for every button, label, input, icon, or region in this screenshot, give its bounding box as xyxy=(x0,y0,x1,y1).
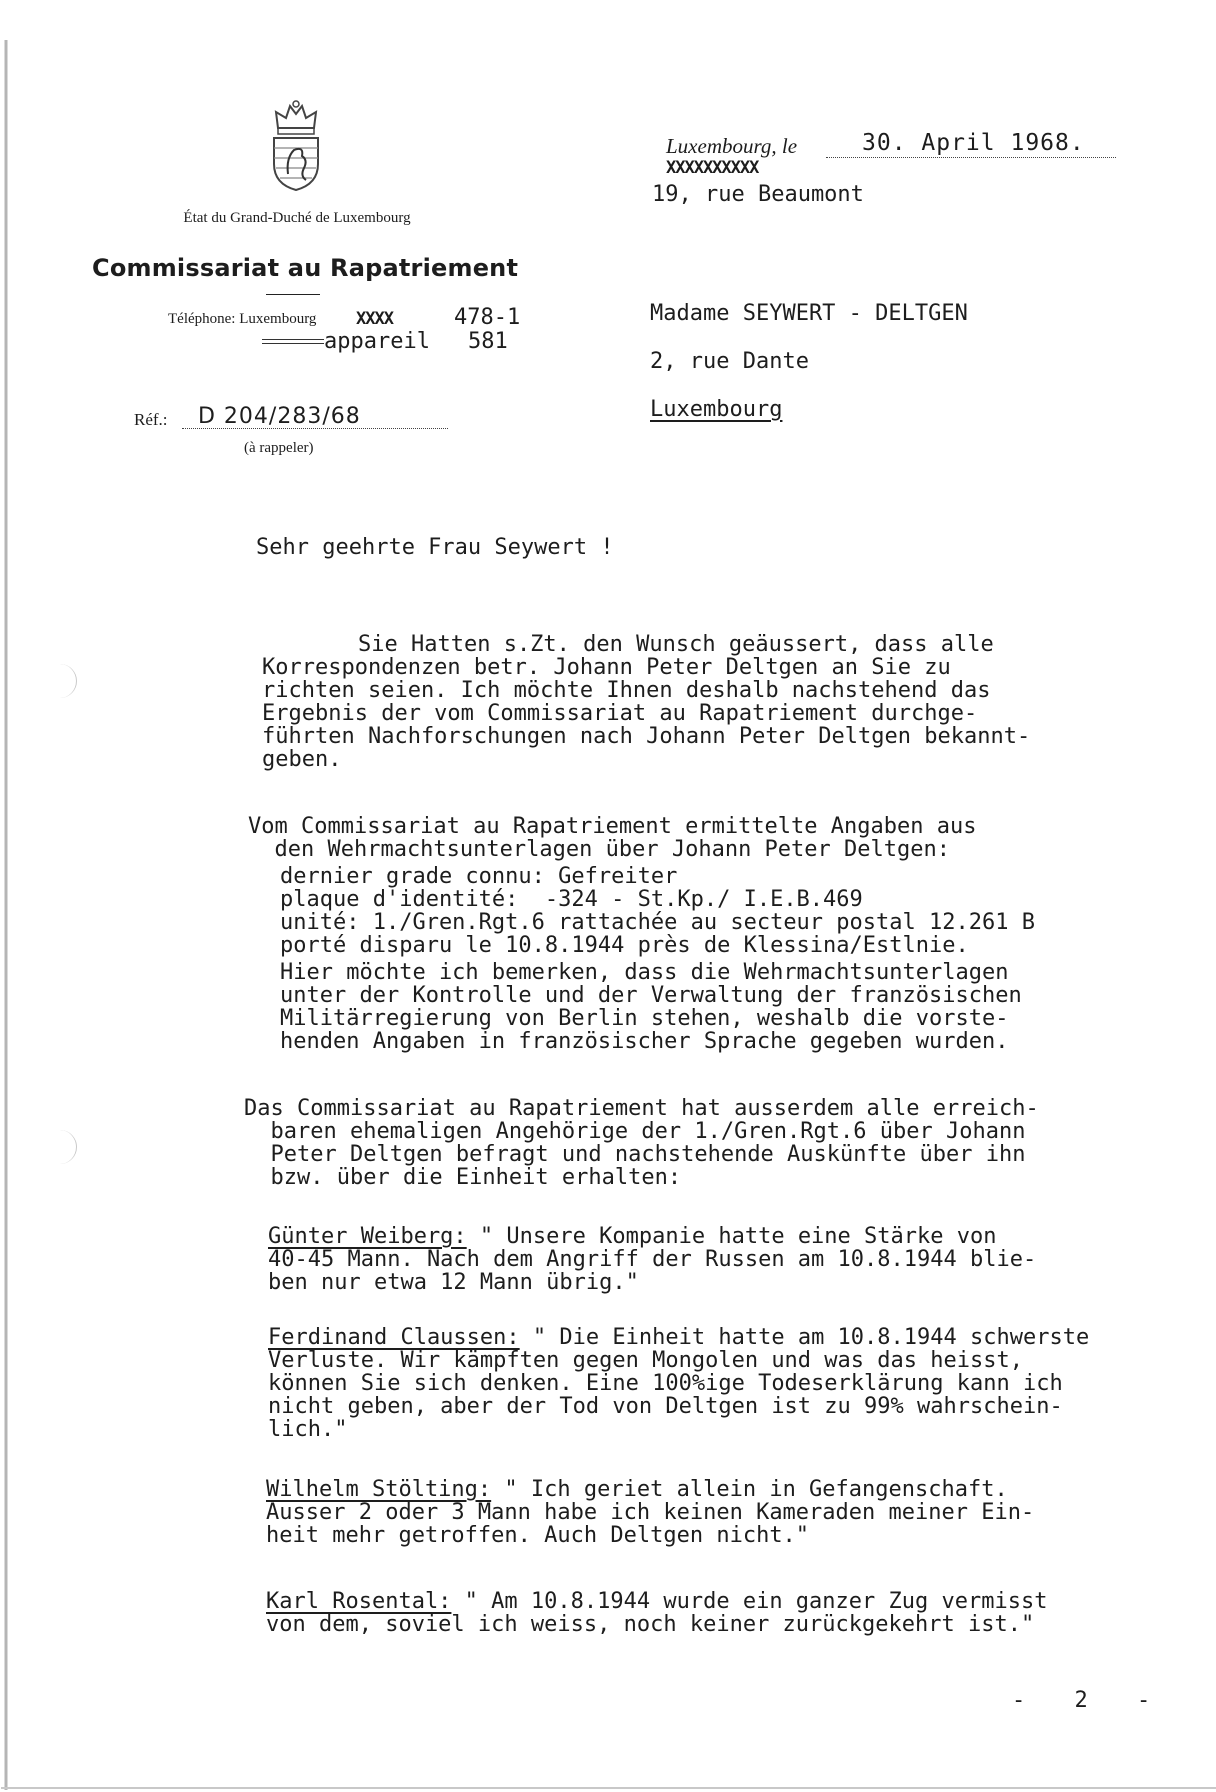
text-line: Korrespondenzen betr. Johann Peter Deltgen an Sie zu xyxy=(262,655,951,680)
text-line: unter der Kontrolle und der Verwaltung der französischen xyxy=(280,983,1022,1008)
page-number: - 2 - xyxy=(1012,1688,1169,1713)
record-line: dernier grade connu: Gefreiter xyxy=(280,864,678,889)
paragraph-intro xyxy=(262,633,1030,771)
testimony-first-line xyxy=(266,1590,1047,1613)
record-details xyxy=(248,865,1035,1053)
text-line: Verluste. Wir kämpften gegen Mongolen und was das heisst, xyxy=(268,1348,1023,1373)
date-dotted-line xyxy=(826,157,1116,158)
testimony-first-line xyxy=(268,1225,1036,1248)
paragraph-military-records xyxy=(248,815,1035,1053)
text-line: baren ehemaligen Angehörige der 1./Gren.Rgt.6 über Johann xyxy=(244,1119,1026,1144)
text-line: können Sie sich denken. Eine 100%ige Todeserklärung kann ich xyxy=(268,1371,1063,1396)
letter-date: 30. April 1968. xyxy=(862,130,1085,156)
text-line: Militärregierung von Berlin stehen, weshalb die vorste- xyxy=(280,1006,1009,1031)
apparatus-dash xyxy=(262,339,324,344)
text-line: Hier möchte ich bemerken, dass die Wehrmachtsunterlagen xyxy=(280,960,1009,985)
text-line: 40-45 Mann. Nach dem Angriff der Russen am 10.8.1944 blie- xyxy=(268,1247,1037,1272)
record-line: porté disparu le 10.8.1944 près de Klessina/Estlnie. xyxy=(280,933,969,958)
apparatus-number: 581 xyxy=(468,329,508,354)
salutation: Sehr geehrte Frau Seywert ! xyxy=(256,535,614,560)
apparatus-label: appareil xyxy=(324,329,430,354)
reference-value: D 204/283/68 xyxy=(198,404,361,429)
recipient-street: 2, rue Dante xyxy=(650,349,809,374)
text-line: Peter Deltgen befragt und nachstehende Auskünfte über ihn xyxy=(244,1142,1026,1167)
record-line: plaque d'identité: -324 - St.Kp./ I.E.B.469 xyxy=(280,887,863,912)
struck-address: XXXXXXXXXX xyxy=(666,158,759,178)
text-line: geben. xyxy=(262,747,342,772)
text-line: Sie Hatten s.Zt. den Wunsch geäussert, dass alle xyxy=(358,632,994,657)
text-line: bzw. über die Einheit erhalten: xyxy=(244,1165,682,1190)
testimony-first-line xyxy=(266,1478,1034,1501)
paragraph-inquiry xyxy=(244,1097,1039,1189)
date-place: Luxembourg, le xyxy=(666,134,798,158)
record-note xyxy=(280,961,1035,1053)
reference-note: (à rappeler) xyxy=(244,440,314,456)
testimony-claussen xyxy=(268,1326,1089,1441)
testimony-weiberg xyxy=(268,1225,1036,1294)
testimony-text: " Unsere Kompanie hatte eine Stärke von xyxy=(466,1224,997,1249)
recipient-city: Luxembourg xyxy=(650,397,783,422)
testimony-first-line xyxy=(268,1326,1089,1349)
text-line: Das Commissariat au Rapatriement hat ausserdem alle erreich- xyxy=(244,1096,1039,1121)
coat-of-arms-icon xyxy=(266,98,326,192)
witness-name: Günter Weiberg: xyxy=(268,1224,467,1249)
punch-hole-mark-top xyxy=(56,664,77,698)
testimony-rosental xyxy=(266,1590,1047,1636)
testimony-text: " Am 10.8.1944 wurde ein ganzer Zug vermisst xyxy=(451,1589,1048,1614)
text-line: Ausser 2 oder 3 Mann habe ich keinen Kameraden meiner Ein- xyxy=(266,1500,1035,1525)
text-line: führten Nachforschungen nach Johann Peter Deltgen bekannt- xyxy=(262,724,1031,749)
reference-dotted-line xyxy=(182,428,448,429)
state-name: État du Grand-Duché de Luxembourg xyxy=(183,210,411,226)
text-line: henden Angaben in französischer Sprache gegeben wurden. xyxy=(280,1029,1009,1054)
text-line: Ergebnis der vom Commissariat au Rapatriement durchge- xyxy=(262,701,978,726)
letterhead-divider xyxy=(266,294,320,295)
text-line: richten seien. Ich möchte Ihnen deshalb nachstehend das xyxy=(262,678,991,703)
telephone-number: 478-1 xyxy=(454,305,521,330)
telephone-label: Téléphone: Luxembourg xyxy=(168,311,317,327)
testimony-text: " Ich geriet allein in Gefangenschaft. xyxy=(491,1477,1008,1502)
text-line: ben nur etwa 12 Mann übrig." xyxy=(268,1270,639,1295)
text-line: Vom Commissariat au Rapatriement ermittelte Angaben aus xyxy=(248,814,977,839)
recipient-name: Madame SEYWERT - DELTGEN xyxy=(650,301,968,326)
punch-hole-mark-bottom xyxy=(56,1130,77,1164)
telephone-struck-out: XXXX xyxy=(356,309,393,329)
text-line: nicht geben, aber der Tod von Deltgen ist zu 99% wahrschein- xyxy=(268,1394,1063,1419)
text-line: von dem, soviel ich weiss, noch keiner zurückgekehrt ist." xyxy=(266,1612,1035,1637)
reference-label: Réf.: xyxy=(134,410,168,429)
witness-name: Wilhelm Stölting: xyxy=(266,1477,492,1502)
recipient-block xyxy=(650,290,968,434)
text-line: heit mehr getroffen. Auch Deltgen nicht." xyxy=(266,1523,810,1548)
testimony-stoelting xyxy=(266,1478,1034,1547)
testimony-text: " Die Einheit hatte am 10.8.1944 schwerste xyxy=(519,1325,1090,1350)
witness-name: Ferdinand Claussen: xyxy=(268,1325,520,1350)
text-line: den Wehrmachtsunterlagen über Johann Peter Deltgen: xyxy=(248,837,950,862)
text-line: lich." xyxy=(268,1417,348,1442)
office-title: Commissariat au Rapatriement xyxy=(92,254,519,282)
record-line: unité: 1./Gren.Rgt.6 rattachée au secteur postal 12.261 B xyxy=(280,910,1035,935)
sender-street: 19, rue Beaumont xyxy=(652,182,864,207)
witness-name: Karl Rosental: xyxy=(266,1589,452,1614)
